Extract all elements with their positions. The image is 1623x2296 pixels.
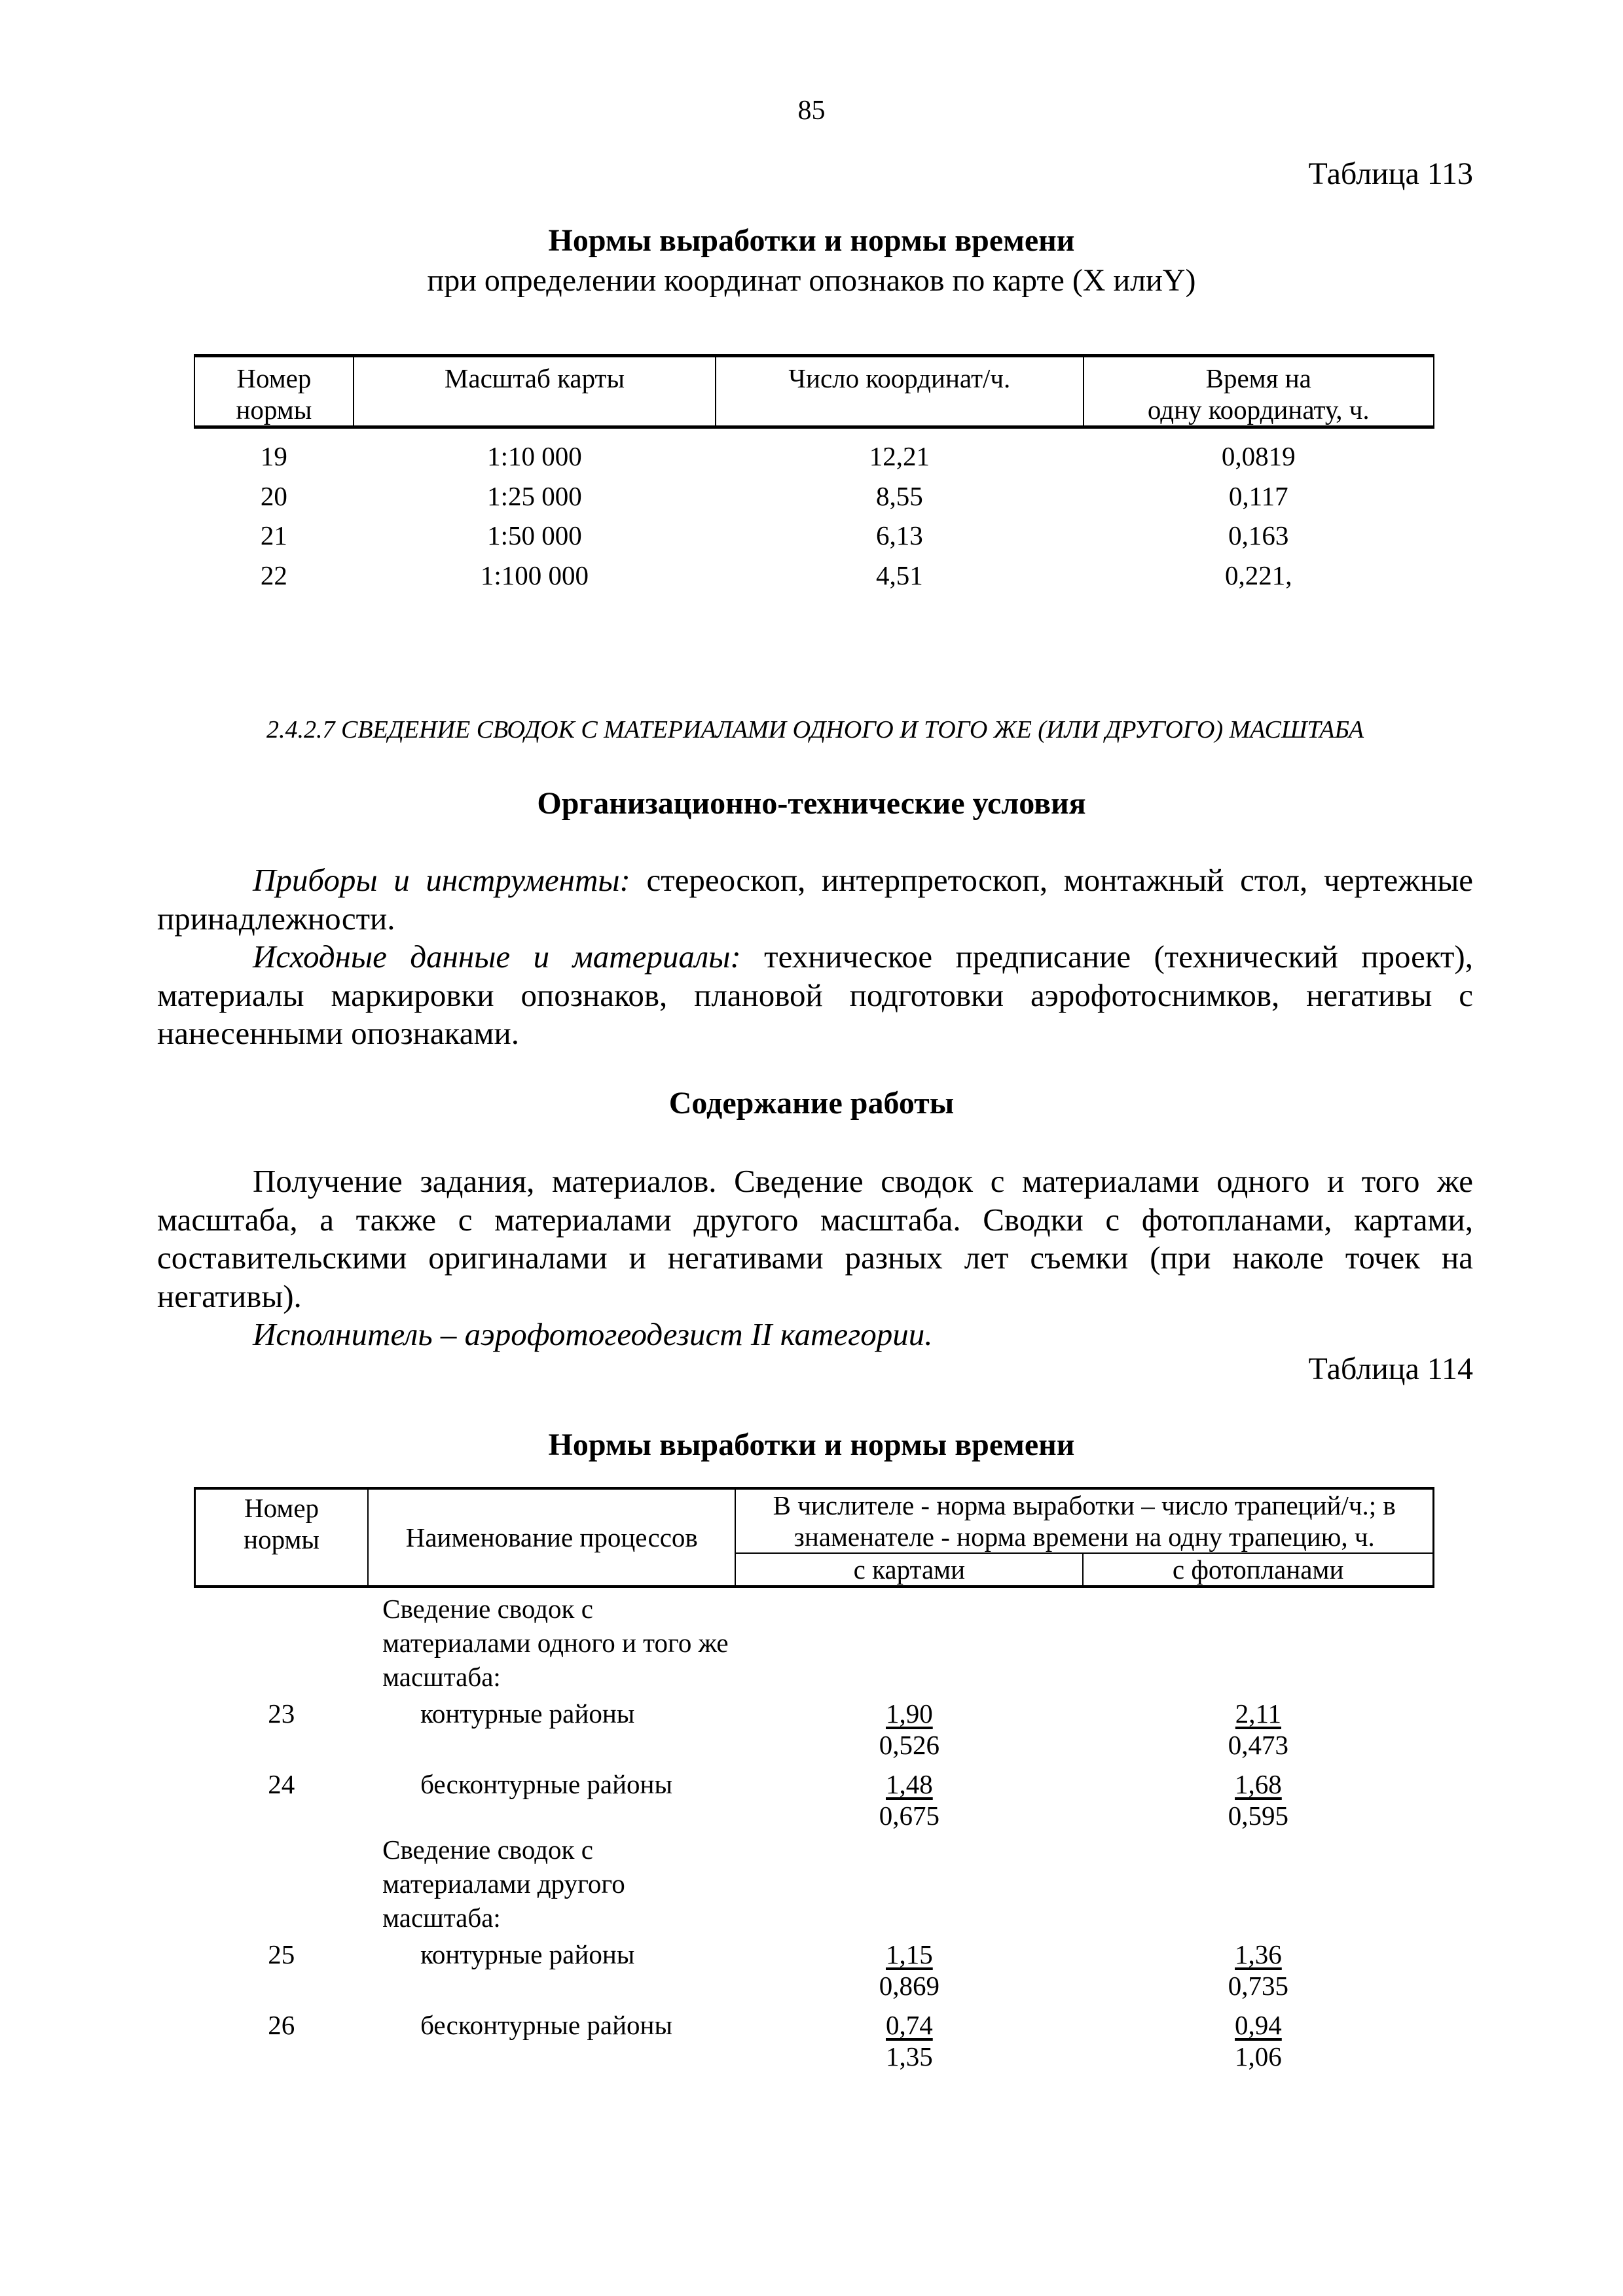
table-row — [195, 2001, 1434, 2072]
cell-scale: 1:25 000 — [487, 480, 582, 511]
cell-maps — [735, 2001, 1083, 2072]
cell-time: 0,163 — [1228, 520, 1289, 551]
denominator: 0,526 — [879, 1730, 939, 1760]
numerator: 2,11 — [1235, 1698, 1282, 1729]
content-paragraph: Получение задания, материалов. Сведение сводок с материалами одного и того же масштаба, а также с материалами другого масштаба. Сводки с фотопланами, картами, составительскими оригиналами и негативами разных лет съемки (при наколе точек на негативы). — [157, 1163, 1473, 1314]
numerator: 1,15 — [885, 1939, 933, 1969]
cell-coord-count: 8,55 — [875, 480, 923, 511]
denominator: 0,473 — [1228, 1730, 1289, 1760]
cell-number: 21 — [260, 520, 287, 551]
content-title: Содержание работы — [668, 1086, 955, 1121]
denominator: 0,735 — [1228, 1971, 1289, 2001]
conditions-text — [157, 861, 1473, 1053]
header-process: Наименование процессов — [368, 1488, 735, 1587]
cell-maps — [735, 1935, 1083, 2001]
header-time — [1084, 356, 1434, 427]
cell-process: контурные районы — [420, 1698, 635, 1729]
table-row — [195, 1694, 1434, 1761]
instruments-label: Приборы и инструменты: — [253, 862, 630, 898]
cell-scale: 1:100 000 — [480, 560, 589, 590]
table-row — [195, 1761, 1434, 1831]
numerator: 1,36 — [1235, 1939, 1282, 1969]
cell-photoplans — [1083, 1694, 1433, 1761]
header-line: Номер — [244, 1493, 319, 1523]
numerator: 1,48 — [885, 1769, 933, 1799]
cell-photoplans — [1083, 2001, 1433, 2072]
cell-photoplans — [1083, 1935, 1433, 2001]
table-header-row — [195, 1488, 1434, 1553]
cell-number: 24 — [268, 1769, 295, 1799]
header-line: нормы — [236, 395, 312, 425]
cell-coord-count: 4,51 — [875, 560, 923, 590]
header-coord-count: Число координат/ч. — [716, 356, 1083, 427]
cell-number: 19 — [260, 441, 287, 472]
denominator: 0,595 — [1228, 1801, 1289, 1831]
cell-time: 0,221, — [1225, 560, 1292, 590]
materials-paragraph — [157, 938, 1473, 1053]
table-row — [194, 427, 1434, 476]
denominator: 1,35 — [885, 2041, 933, 2072]
cell-number: 23 — [268, 1698, 295, 1729]
numerator: 0,94 — [1235, 2010, 1282, 2040]
group-row — [195, 1831, 1434, 1935]
cell-scale: 1:50 000 — [487, 520, 582, 551]
cell-number: 26 — [268, 2010, 295, 2040]
section-heading: 2.4.2.7 СВЕДЕНИЕ СВОДОК С МАТЕРИАЛАМИ ОДНОГО И ТОГО ЖЕ (ИЛИ ДРУГОГО) МАСШТАБА — [266, 716, 1364, 744]
instruments-paragraph — [157, 861, 1473, 938]
table-row — [194, 516, 1434, 556]
table-113-title: Нормы выработки и нормы времени — [548, 223, 1075, 258]
cell-maps — [735, 1694, 1083, 1761]
numerator: 0,74 — [885, 2010, 933, 2040]
header-scale: Масштаб карты — [354, 356, 716, 427]
table-114 — [194, 1487, 1434, 2072]
cell-scale: 1:10 000 — [487, 441, 582, 472]
performer: Исполнитель – аэрофотогеодезист II категории. — [253, 1316, 933, 1352]
header-maps: с картами — [735, 1553, 1083, 1587]
cell-coord-count: 6,13 — [875, 520, 923, 551]
header-photoplans: с фотопланами — [1083, 1553, 1433, 1587]
table-row — [194, 556, 1434, 596]
header-line: Время на — [1205, 363, 1311, 393]
table-header-row — [194, 356, 1434, 427]
header-number — [195, 1488, 369, 1587]
table-114-caption: Таблица 114 — [1308, 1352, 1473, 1386]
group-label: Сведение сводок с материалами другого масштаба: — [382, 1835, 625, 1933]
header-group: В числителе - норма выработки – число трапеций/ч.; в знаменателе - норма времени на одну трапецию, ч. — [735, 1488, 1433, 1553]
header-number — [194, 356, 354, 427]
page-number: 85 — [797, 96, 826, 126]
cell-coord-count: 12,21 — [869, 441, 930, 472]
materials-label: Исходные данные и материалы: — [253, 939, 741, 975]
cell-time: 0,117 — [1228, 480, 1288, 511]
content-text — [157, 1162, 1473, 1354]
header-line: нормы — [244, 1524, 319, 1554]
cell-number: 22 — [260, 560, 287, 590]
group-label: Сведение сводок с материалами одного и того же масштаба: — [382, 1594, 729, 1692]
materials-text: техническое предписание (технический проект), материалы маркировки опознаков, плановой подготовки аэрофотоснимков, негативы с нанесенными опознаками. — [157, 939, 1473, 1051]
cell-maps — [735, 1761, 1083, 1831]
denominator: 0,675 — [879, 1801, 939, 1831]
header-line: Номер — [236, 363, 312, 393]
numerator: 1,90 — [885, 1698, 933, 1729]
denominator: 0,869 — [879, 1971, 939, 2001]
cell-process: бесконтурные районы — [420, 2010, 673, 2040]
group-row — [195, 1587, 1434, 1694]
denominator: 1,06 — [1235, 2041, 1282, 2072]
cell-photoplans — [1083, 1761, 1433, 1831]
cell-number: 20 — [260, 480, 287, 511]
instruments-text: стереоскоп, интерпретоскоп, монтажный стол, чертежные принадлежности. — [157, 862, 1473, 937]
table-row — [195, 1935, 1434, 2001]
table-114-title: Нормы выработки и нормы времени — [548, 1427, 1075, 1462]
table-113-caption: Таблица 113 — [1308, 156, 1473, 191]
cell-number: 25 — [268, 1939, 295, 1969]
table-113 — [194, 354, 1434, 595]
conditions-title: Организационно-технические условия — [537, 786, 1086, 821]
cell-process: бесконтурные районы — [420, 1769, 673, 1799]
cell-time: 0,0819 — [1221, 441, 1296, 472]
table-113-subtitle: при определении координат опознаков по карте (X илиY) — [427, 263, 1196, 298]
table-row — [194, 476, 1434, 516]
header-line: одну координату, ч. — [1147, 395, 1370, 425]
numerator: 1,68 — [1235, 1769, 1282, 1799]
cell-process: контурные районы — [420, 1939, 635, 1969]
